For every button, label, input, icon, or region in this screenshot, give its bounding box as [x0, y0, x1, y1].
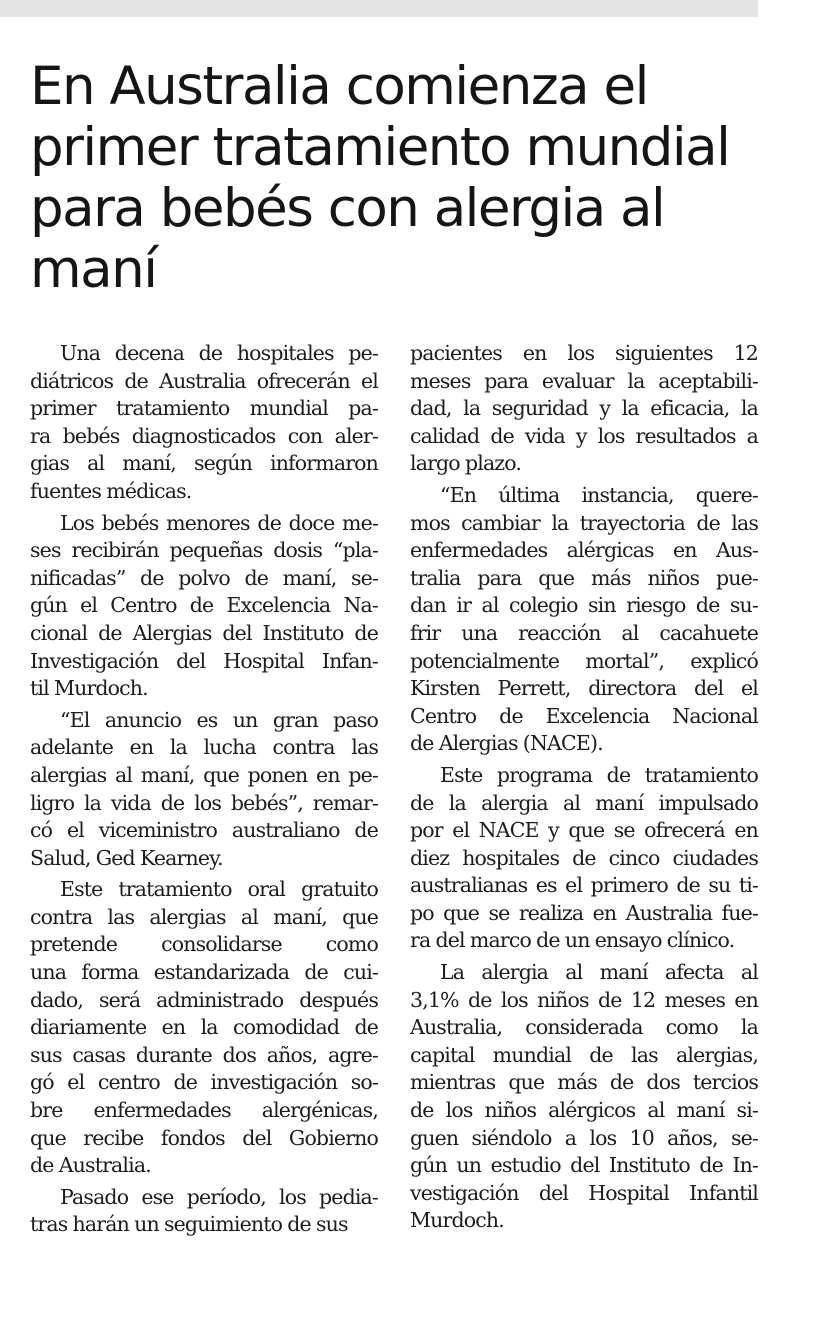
- article-text-line: primer tratamiento mundial pa-: [30, 396, 378, 421]
- article-text-line: gó el centro de investigación so-: [30, 1070, 378, 1095]
- article-text-line: meses para evaluar la aceptabili-: [410, 368, 758, 393]
- article-paragraph: [410, 482, 758, 758]
- article-text-line: “En última instancia, quere-: [440, 482, 758, 507]
- top-gray-bar: [0, 0, 758, 17]
- article-text-line: calidad de vida y los resultados a: [410, 423, 758, 448]
- article-text-line: diátricos de Australia ofrecerán el: [30, 368, 378, 393]
- article-text-line: contra las alergias al maní, que: [30, 904, 378, 929]
- article-text-line: largo plazo.: [410, 451, 522, 476]
- article-text-line: pretende consolidarse como: [30, 932, 378, 957]
- article-paragraph: [30, 1184, 378, 1239]
- article-text-line: ra del marco de un ensayo clínico.: [410, 928, 735, 953]
- article-text-line: Este tratamiento oral gratuito: [60, 877, 378, 902]
- article-text-line: pacientes en los siguientes 12: [410, 341, 758, 365]
- article-column-left: [30, 340, 378, 1239]
- article-text-line: mos cambiar la trayectoria de las: [410, 510, 758, 535]
- article-paragraph: [410, 762, 758, 955]
- article-text-line: Investigación del Hospital Infan-: [30, 648, 378, 673]
- article-paragraph: [410, 340, 758, 478]
- article-text-line: alergias al maní, que ponen en pe-: [30, 762, 378, 787]
- article-text-line: Pasado ese período, los pedia-: [60, 1184, 378, 1209]
- article-text-line: La alergia al maní afecta al: [440, 960, 758, 985]
- article-paragraph: [30, 707, 378, 873]
- article-text-line: ligro la vida de los bebés”, remar-: [30, 790, 378, 815]
- article-text-line: por el NACE y que se ofrecerá en: [410, 818, 758, 843]
- article-text-line: ses recibirán pequeñas dosis “pla-: [30, 538, 378, 563]
- article-text-line: tras harán un seguimiento de sus: [30, 1212, 348, 1237]
- article-text-line: sus casas durante dos años, agre-: [30, 1042, 378, 1067]
- article-headline: En Australia comienza el primer tratamiento mundial para bebés con alergia al maní: [30, 56, 730, 300]
- article-column-right: [410, 340, 758, 1235]
- article-text-line: có el viceministro australiano de: [30, 818, 378, 843]
- article-text-line: capital mundial de las alergias,: [410, 1042, 758, 1067]
- article-text-line: cional de Alergias del Instituto de: [30, 620, 378, 645]
- article-paragraph: [30, 510, 378, 703]
- article-text-line: fuentes médicas.: [30, 478, 192, 503]
- article-text-line: dado, será administrado después: [30, 987, 378, 1012]
- article-text-line: Los bebés menores de doce me-: [60, 510, 378, 535]
- article-text-line: enfermedades alérgicas en Aus-: [410, 538, 758, 563]
- article-text-line: ra bebés diagnosticados con aler-: [30, 423, 378, 448]
- article-text-line: de Australia.: [30, 1153, 151, 1178]
- article-text-line: de Alergias (NACE).: [410, 731, 603, 756]
- article-text-line: Este programa de tratamiento: [440, 762, 758, 787]
- article-text-line: australianas es el primero de su ti-: [410, 873, 758, 898]
- article-text-line: po que se realiza en Australia fue-: [410, 900, 758, 925]
- article-text-line: Murdoch.: [410, 1208, 504, 1233]
- article-text-line: Kirsten Perrett, directora del el: [410, 676, 758, 701]
- article-text-line: guen siéndolo a los 10 años, se-: [410, 1125, 758, 1150]
- article-text-line: vestigación del Hospital Infantil: [410, 1180, 758, 1205]
- article-text-line: diariamente en la comodidad de: [30, 1015, 378, 1040]
- article-text-line: dad, la seguridad y la eficacia, la: [410, 396, 758, 421]
- article-text-line: gún el Centro de Excelencia Na-: [30, 593, 378, 618]
- article-paragraph: [30, 876, 378, 1180]
- article-text-line: que recibe fondos del Gobierno: [30, 1125, 378, 1150]
- article-text-line: frir una reacción al cacahuete: [410, 620, 758, 645]
- article-text-line: dan ir al colegio sin riesgo de su-: [410, 593, 758, 618]
- article-text-line: 3,1% de los niños de 12 meses en: [410, 987, 758, 1012]
- article-text-line: diez hospitales de cinco ciudades: [410, 845, 758, 870]
- article-text-line: til Murdoch.: [30, 676, 148, 701]
- article-text-line: potencialmente mortal”, explicó: [410, 648, 758, 673]
- article-text-line: “El anuncio es un gran paso: [60, 707, 378, 732]
- article-text-line: nificadas” de polvo de maní, se-: [30, 565, 378, 590]
- article-text-line: Australia, considerada como la: [410, 1015, 758, 1040]
- article-text-line: adelante en la lucha contra las: [30, 735, 378, 760]
- article-text-line: tralia para que más niños pue-: [410, 565, 758, 590]
- article-text-line: mientras que más de dos tercios: [410, 1070, 758, 1095]
- article-text-line: una forma estandarizada de cui-: [30, 960, 378, 985]
- article-text-line: Una decena de hospitales pe-: [60, 341, 378, 365]
- article-text-line: de los niños alérgicos al maní si-: [410, 1098, 758, 1123]
- article-text-line: gún un estudio del Instituto de In-: [410, 1153, 758, 1178]
- article-text-line: Centro de Excelencia Nacional: [410, 703, 758, 728]
- article-paragraph: [30, 340, 378, 506]
- article-text-line: de la alergia al maní impulsado: [410, 790, 758, 815]
- article-text-line: bre enfermedades alergénicas,: [30, 1098, 378, 1123]
- article-text-line: Salud, Ged Kearney.: [30, 845, 223, 870]
- article-text-line: gias al maní, según informaron: [30, 451, 378, 476]
- article-paragraph: [410, 959, 758, 1235]
